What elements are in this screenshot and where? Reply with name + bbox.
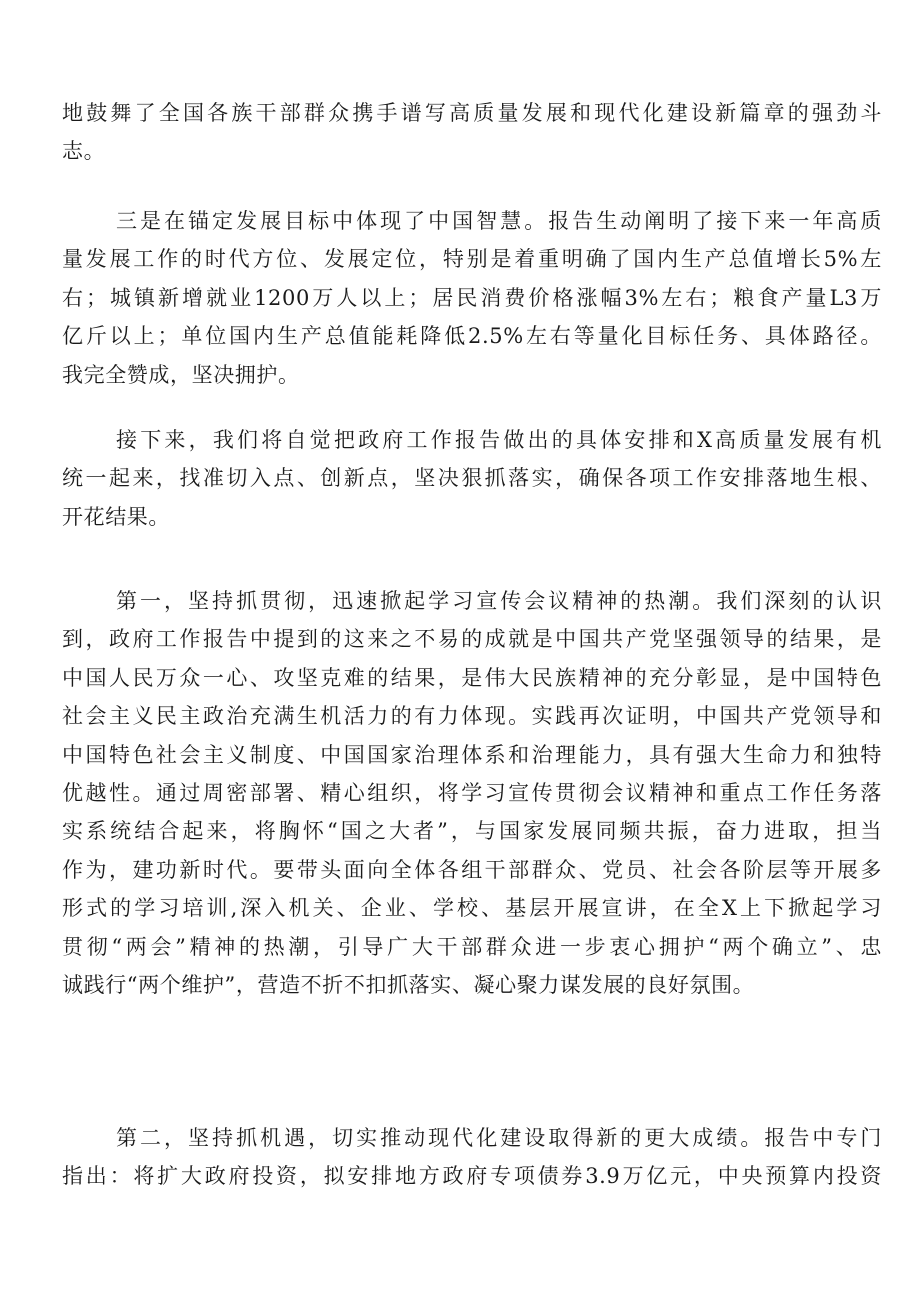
text-line: 优越性。通过周密部署、精心组织，将学习宣传贯彻会议精神和重点工作任务落 <box>62 780 882 805</box>
text-line: 三是在锚定发展目标中体现了中国智慧。报告生动阐明了接下来一年高质 <box>116 209 882 233</box>
text-line: 中国人民万众一心、攻坚克难的结果，是伟大民族精神的充分彰显，是中国特色 <box>62 665 882 690</box>
text-line: 指出：将扩大政府投资，拟安排地方政府专项债券3.9万亿元，中央预算内投资 <box>62 1164 882 1189</box>
paragraph-point-three <box>62 202 882 394</box>
paragraph-second-point <box>62 1119 882 1196</box>
text-line: 贯彻“两会”精神的热潮，引导广大干部群众进一步衷心拥护“两个确立”、忠 <box>62 934 882 959</box>
text-line: 诚践行“两个维护”，营造不折不扣抓落实、凝心聚力谋发展的良好氛围。 <box>62 972 755 997</box>
text-line: 统一起来，找准切入点、创新点，坚决狠抓落实，确保各项工作安排落地生根、 <box>62 466 882 491</box>
text-line: 第一，坚持抓贯彻，迅速掀起学习宣传会议精神的热潮。我们深刻的认识 <box>116 589 882 613</box>
text-line: 接下来，我们将自觉把政府工作报告做出的具体安排和X高质量发展有机 <box>116 428 882 452</box>
text-line: 我完全赞成，坚决拥护。 <box>62 362 300 387</box>
text-line: 中国特色社会主义制度、中国国家治理体系和治理能力，具有强大生命力和独特 <box>62 742 882 767</box>
text-line: 到，政府工作报告中提到的这来之不易的成就是中国共产党坚强领导的结果，是 <box>62 627 882 652</box>
text-line: 形式的学习培训,深入机关、企业、学校、基层开展宣讲，在全X上下掀起学习 <box>62 896 882 921</box>
text-line: 亿斤以上；单位国内生产总值能耗降低2.5%左右等量化目标任务、具体路径。 <box>62 324 882 349</box>
text-line: 社会主义民主政治充满生机活力的有力体现。实践再次证明，中国共产党领导和 <box>62 704 882 729</box>
paragraph-next-steps <box>62 421 882 536</box>
text-line: 地鼓舞了全国各族干部群众携手谱写高质量发展和现代化建设新篇章的强劲斗 <box>62 101 882 125</box>
text-line: 量发展工作的时代方位、发展定位，特别是着重明确了国内生产总值增长5%左 <box>62 247 882 272</box>
text-line: 作为，建功新时代。要带头面向全体各组干部群众、党员、社会各阶层等开展多 <box>62 857 882 882</box>
text-line: 右；城镇新增就业1200万人以上；居民消费价格涨幅3%左右；粮食产量L3万 <box>62 285 882 310</box>
text-line: 志。 <box>62 139 106 164</box>
paragraph-continuation <box>62 94 882 171</box>
paragraph-first-point <box>62 582 882 1004</box>
text-line: 开花结果。 <box>62 504 170 529</box>
text-line: 第二，坚持抓机遇，切实推动现代化建设取得新的更大成绩。报告中专门 <box>116 1126 882 1150</box>
text-line: 实系统结合起来，将胸怀“国之大者”，与国家发展同频共振，奋力进取，担当 <box>62 819 882 844</box>
